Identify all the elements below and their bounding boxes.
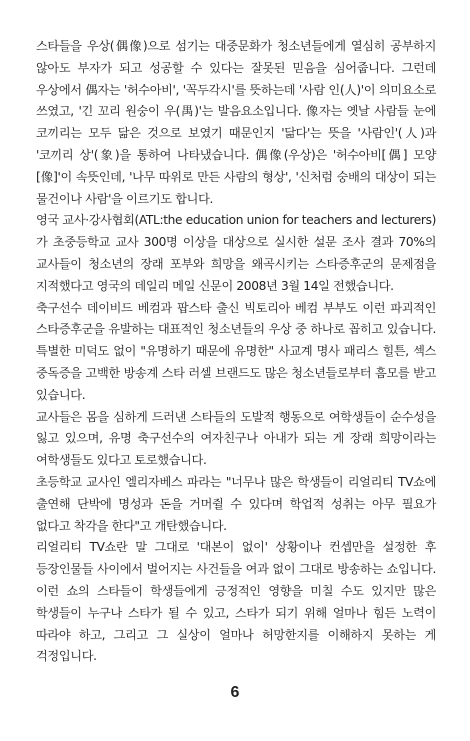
page-number: 6: [230, 684, 240, 701]
paragraph-elizabeth-farrar: 초등학교 교사인 엘리자베스 파라는 "너무나 많은 학생들이 리얼리티 TV쇼에 출연해 단박에 명성과 돈을 거머쥘 수 있다며 학업적 성취는 아무 필요가 없다고 착각을 한다"고 개탄했습니다.: [36, 474, 436, 533]
paragraph-reality-tv: 리얼리티 TV쇼란 말 그대로 '대본이 없이' 상황이나 컨셉만을 설정한 후 등장인물들 사이에서 벌어지는 사건들을 여과 없이 그대로 방송하는 쇼입니다. 이런 쇼의 스타들이 학생들에게 긍정적인 영향을 미칠 수도 있지만 많은 학생들이 누구나 스타가 될 수 있고, 스타가 되기 위해 얼마나 힘든 노력이 따라야 하고, 그리고 그 실상이 얼마나 허망한지를 이해하지 못하는 게 걱정입니다.: [36, 540, 436, 664]
paragraph-idol-etymology: 스타들을 우상(偶像)으로 섬기는 대중문화가 청소년들에게 열심히 공부하지 않아도 부자가 되고 성공할 수 있다는 잘못된 믿음을 심어줍니다. 그런데 우상에서 偶자는 '허수아비', '꼭두각시'를 뜻하는데 '사람 인(人)'이 의미요소로 쓰였고, '긴 꼬리 원숭이 우(禺)'는 발음요소입니다. 像자는 옛날 사람들 눈에 코끼리는 모두 닮은 것으로 보였기 때문인지 '닮다'는 뜻을 '사람인'(人)과 '코끼리 상'(象)을 통하여 나타냈습니다. 偶像(우상)은 '허수아비[偶] 모양[像]'이 속뜻인데, '나무 따위로 만든 사람의 형상', '신처럼 숭배의 대상이 되는 물건이나 사람'을 이르기도 합니다.: [36, 39, 436, 206]
paragraph-atl-survey: 영국 교사·강사협회(ATL:the education union for teachers and lecturers)가 초중등학교 교사 300명 이상을 대상으로 실시한 설문 조사 결과 70%의 교사들이 청소년의 장래 포부와 희망을 왜곡시키는 스타증후군의 문제점을 지적했다고 영국의 데일리 메일 신문이 2008년 3월 14일 전했습니다.: [36, 213, 436, 293]
paragraph-beckham: 축구선수 데이비드 베컴과 팝스타 출신 빅토리아 베컴 부부도 이런 파괴적인 스타증후군을 유발하는 대표적인 청소년들의 우상 중 하나로 꼽히고 있습니다. 특별한 미덕도 없이 "유명하기 때문에 유명한" 사교계 명사 패리스 힐튼, 섹스 중독증을 고백한 방송계 스타 러셀 브랜드도 많은 청소년들로부터 흠모를 받고 있습니다.: [36, 300, 436, 402]
paragraph-teachers-concern: 교사들은 몸을 심하게 드러낸 스타들의 도발적 행동으로 여학생들이 순수성을 잃고 있으며, 유명 축구선수의 여자친구나 아내가 되는 게 장래 희망이라는 여학생들도 있다고 토로했습니다.: [36, 409, 436, 468]
